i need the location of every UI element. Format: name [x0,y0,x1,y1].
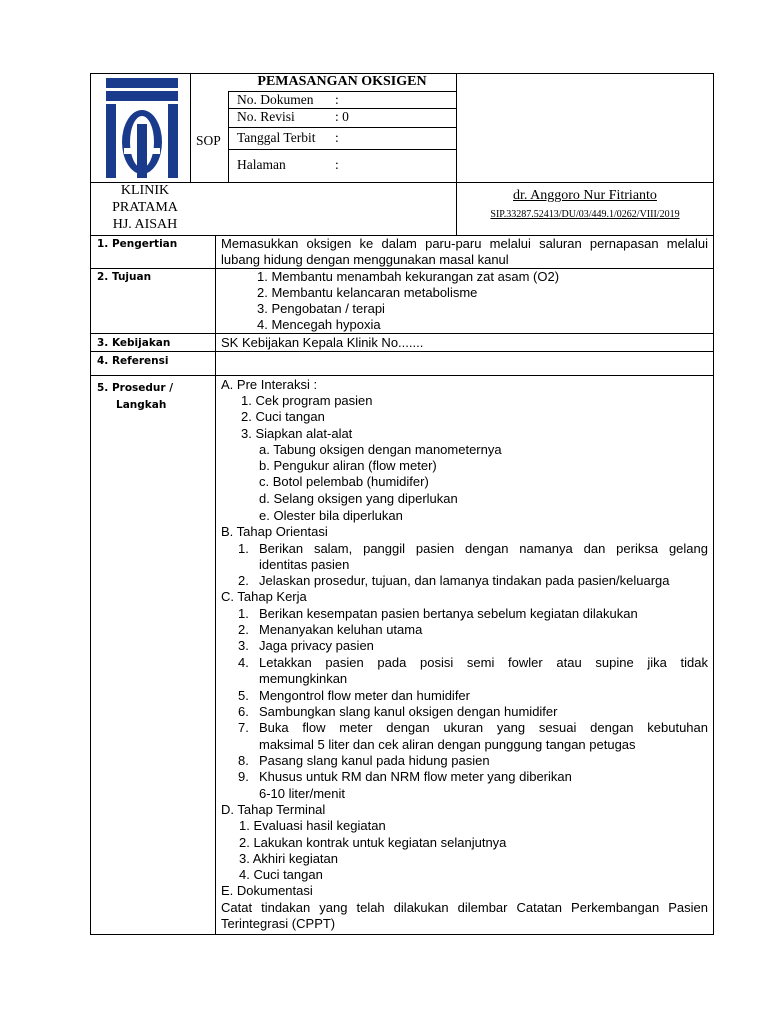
clinic-name-line3: HJ. AISAH [112,217,178,232]
prosedur-e-line1: Catat tindakan yang telah dilakukan dilembar Catatan Perkembangan Pasien [221,900,708,915]
prosedur-b1-number: 1. [238,541,249,556]
prosedur-c7-line1: Buka flow meter dengan ukuran yang sesuai dengan kebutuhan [259,720,708,735]
clinic-logo [104,76,180,180]
prosedur-c8-number: 8. [238,753,249,768]
prosedur-a-item: 3. Siapkan alat-alat [241,426,353,441]
tujuan-item: 2. Membantu kelancaran metabolisme [257,285,478,300]
prosedur-a-item: 1. Cek program pasien [241,393,373,408]
tujuan-item: 4. Mencegah hypoxia [257,317,381,332]
pengertian-line2: lubang hidung dengan menggunakan masal kanul [221,252,509,267]
clinic-name-line2: PRATAMA [112,200,178,215]
prosedur-c7-line2: maksimal 5 liter dan cek aliran dengan punggung tangan petugas [259,737,636,752]
prosedur-d-item: 3. Akhiri kegiatan [239,851,339,866]
tanggal-terbit-label: Tanggal Terbit [237,130,316,145]
prosedur-c5-text: Mengontrol flow meter dan humidifer [259,688,470,703]
signer-name: dr. Anggoro Nur Fitrianto [513,188,657,203]
prosedur-a-subitem: c. Botol pelembab (humidifer) [259,474,429,489]
prosedur-c9-number: 9. [238,769,249,784]
no-dokumen-label: No. Dokumen [237,92,314,107]
prosedur-c9-line2: 6-10 liter/menit [259,786,345,801]
prosedur-c-title: C. Tahap Kerja [221,589,307,604]
prosedur-c7-number: 7. [238,720,249,735]
no-revisi-value: : 0 [335,109,349,124]
signer-sip: SIP.33287.52413/DU/03/449.1/0262/VIII/2019 [490,209,680,220]
halaman-sep: : [335,157,339,172]
prosedur-a-subitem: a. Tabung oksigen dengan manometernya [259,442,502,457]
prosedur-d-title: D. Tahap Terminal [221,802,326,817]
prosedur-c3-number: 3. [238,638,249,653]
prosedur-c1-text: Berikan kesempatan pasien bertanya sebelum kegiatan dilakukan [259,606,638,621]
prosedur-c5-number: 5. [238,688,249,703]
prosedur-c8-text: Pasang slang kanul pada hidung pasien [259,753,490,768]
prosedur-c2-text: Menanyakan keluhan utama [259,622,423,637]
pengertian-line1: Memasukkan oksigen ke dalam paru-paru melalui saluran pernapasan melalui [221,236,708,251]
clinic-name-line1: KLINIK [120,183,170,198]
prosedur-c6-number: 6. [238,704,249,719]
prosedur-c6-text: Sambungkan slang kanul oksigen dengan humidifer [259,704,558,719]
prosedur-c4-line1: Letakkan pasien pada posisi semi fowler atau supine jika tidak [259,655,708,670]
document-title: PEMASANGAN OKSIGEN [257,74,427,89]
prosedur-a-subitem: b. Pengukur aliran (flow meter) [259,458,437,473]
prosedur-a-subitem: d. Selang oksigen yang diperlukan [259,491,458,506]
prosedur-e-title: E. Dokumentasi [221,883,313,898]
prosedur-a-item: 2. Cuci tangan [241,409,325,424]
sop-label: SOP [196,133,221,148]
tujuan-item: 3. Pengobatan / terapi [257,301,385,316]
prosedur-c3-text: Jaga privacy pasien [259,638,374,653]
no-revisi-label: No. Revisi [237,109,295,124]
prosedur-b-title: B. Tahap Orientasi [221,524,328,539]
halaman-label: Halaman [237,157,286,172]
kebijakan-text: SK Kebijakan Kepala Klinik No....... [221,335,424,350]
label-kebijakan: 3. Kebijakan [97,337,171,349]
prosedur-c9-line1: Khusus untuk RM dan NRM flow meter yang diberikan [259,769,572,784]
prosedur-c4-line2: memungkinkan [259,671,348,686]
tujuan-item: 1. Membantu menambah kekurangan zat asam (O2) [257,269,560,284]
prosedur-c4-number: 4. [238,655,249,670]
prosedur-b1-line2: identitas pasien [259,557,350,572]
prosedur-d-item: 1. Evaluasi hasil kegiatan [239,818,386,833]
prosedur-b2-text: Jelaskan prosedur, tujuan, dan lamanya tindakan pada pasien/keluarga [259,573,670,588]
prosedur-c2-number: 2. [238,622,249,637]
label-langkah: Langkah [116,399,167,411]
prosedur-a-subitem: e. Olester bila diperlukan [259,508,403,523]
prosedur-b2-number: 2. [238,573,249,588]
tanggal-terbit-sep: : [335,130,339,145]
label-tujuan: 2. Tujuan [97,271,152,283]
prosedur-a-title: A. Pre Interaksi : [221,377,318,392]
label-prosedur: 5. Prosedur / [97,382,174,394]
no-dokumen-sep: : [335,92,339,107]
prosedur-c1-number: 1. [238,606,249,621]
prosedur-e-line2: Terintegrasi (CPPT) [221,916,336,931]
prosedur-d-item: 4. Cuci tangan [239,867,323,882]
prosedur-b1-line1: Berikan salam, panggil pasien dengan namanya dan periksa gelang [259,541,708,556]
label-pengertian: 1. Pengertian [97,238,178,250]
prosedur-d-item: 2. Lakukan kontrak untuk kegiatan selanjutnya [239,835,507,850]
label-referensi: 4. Referensi [97,355,169,367]
